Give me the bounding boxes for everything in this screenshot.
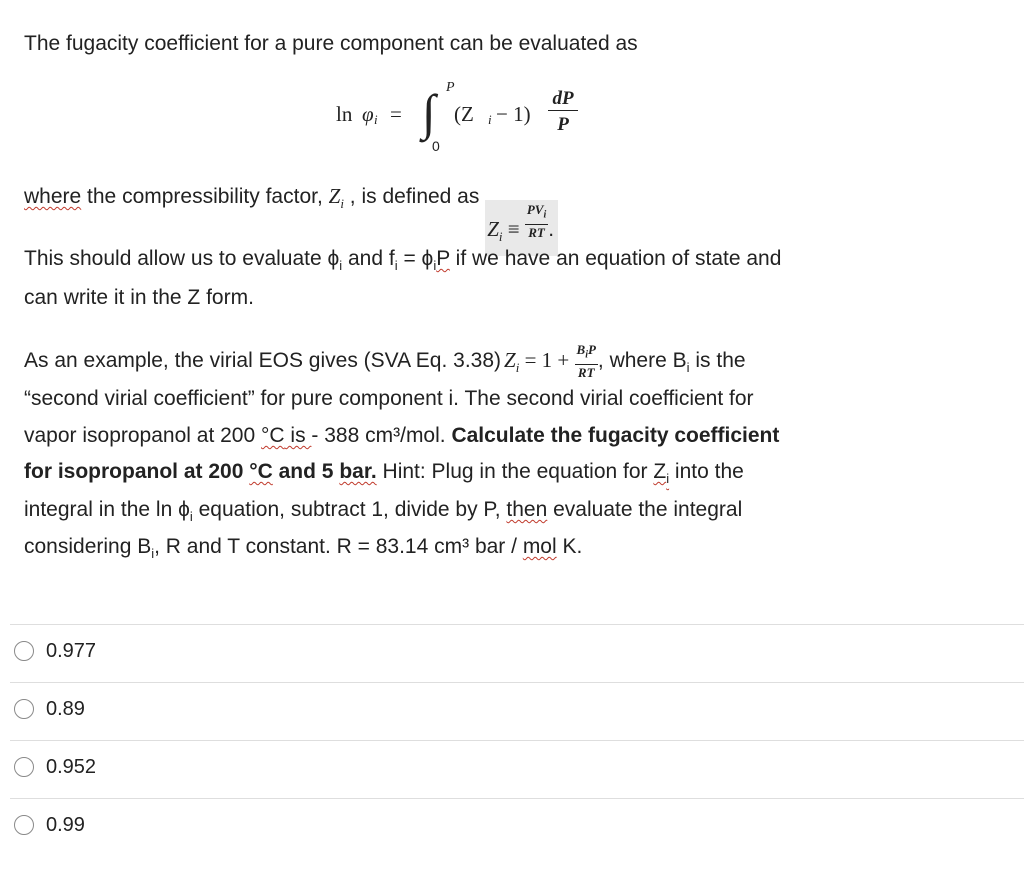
eq-equals: = bbox=[390, 102, 402, 126]
para3-eq-rhs: = 1 + bbox=[519, 347, 575, 372]
para3-line5 bbox=[24, 497, 742, 530]
radio-button[interactable] bbox=[14, 815, 34, 835]
para3-line3-deg: °C bbox=[261, 424, 285, 447]
para3-eq-z: Z bbox=[504, 347, 516, 372]
where-z: Z bbox=[328, 184, 341, 208]
para3-line5-a: integral in the ln ϕ bbox=[24, 498, 190, 521]
para3-line6-sub: i bbox=[151, 546, 155, 562]
para3-frac-den: RT bbox=[577, 364, 595, 380]
para3-line5-c: evaluate the integral bbox=[547, 498, 743, 521]
para2-f-sub: i bbox=[394, 258, 398, 274]
para3-text-a: As an example, the virial EOS gives (SVA Eq. 3.38) bbox=[24, 348, 502, 372]
where-equiv: ≡ bbox=[502, 217, 525, 241]
para3-line4 bbox=[24, 459, 744, 492]
where-end: . bbox=[548, 218, 555, 241]
where-word: where bbox=[24, 185, 82, 208]
answer-option-label: 0.977 bbox=[46, 640, 97, 662]
para3-line2: “second virial coefficient” for pure component i. The second virial coefficient for bbox=[24, 387, 754, 410]
where-def-z: Z bbox=[487, 217, 499, 241]
para2-text-a: This should allow us to evaluate bbox=[24, 247, 328, 270]
where-frac-den: RT bbox=[528, 224, 545, 240]
answer-option-label: 0.89 bbox=[46, 698, 85, 720]
eq-integrand-sub: i bbox=[488, 112, 492, 127]
para3-line1 bbox=[24, 342, 746, 381]
answer-option[interactable] bbox=[14, 753, 414, 783]
para3-line6-a: considering B bbox=[24, 535, 152, 558]
para3-line4-c: into the bbox=[669, 460, 744, 483]
para2-phi-sub: i bbox=[339, 258, 343, 274]
para3-line3 bbox=[24, 423, 779, 449]
radio-button[interactable] bbox=[14, 699, 34, 719]
where-def-sub: i bbox=[498, 229, 503, 245]
para3-line4-bold-bar: bar. bbox=[339, 460, 377, 483]
para3-line4-z-sub: i bbox=[666, 471, 670, 487]
para3-text-c: is the bbox=[689, 348, 746, 372]
para3-line3-a: vapor isopropanol at 200 bbox=[24, 424, 261, 447]
answer-option-label: 0.99 bbox=[46, 814, 85, 836]
para3-line3-bold: Calculate the fugacity coefficient bbox=[451, 424, 780, 447]
para3-line4-b: Hint: Plug in the equation for bbox=[376, 460, 654, 483]
fugacity-equation bbox=[336, 82, 596, 152]
eq-ln: ln bbox=[336, 102, 353, 126]
eq-frac-num: dP bbox=[548, 88, 578, 111]
answer-option[interactable] bbox=[14, 695, 414, 725]
para3-line4-bold-b: and 5 bbox=[272, 460, 340, 483]
para2-text-c: = ϕ bbox=[397, 247, 434, 270]
eq-integral: ∫ bbox=[422, 84, 436, 140]
para2-phi2-sub: i bbox=[433, 258, 437, 274]
option-divider bbox=[10, 624, 1024, 625]
para3-line6-b: , R and T constant. R = 83.14 cm³ bar / bbox=[154, 535, 523, 558]
where-frac-num: PV bbox=[526, 202, 544, 218]
para3-text-b: , where B bbox=[597, 348, 687, 372]
para2-line1 bbox=[24, 246, 781, 279]
para3-fraction bbox=[575, 342, 598, 381]
eq-lower-limit: 0 bbox=[432, 138, 440, 154]
para2-p: P bbox=[436, 247, 450, 270]
para2-phi: ϕ bbox=[327, 247, 340, 270]
para2-text-d: if we have an equation of state and bbox=[449, 247, 782, 270]
where-text: the compressibility factor, bbox=[81, 185, 329, 208]
para3-line3-is: is bbox=[284, 424, 312, 447]
eq-frac-den: P bbox=[557, 114, 569, 135]
where-text2: , is defined as bbox=[343, 185, 486, 208]
para3-line6 bbox=[24, 534, 582, 567]
where-frac-num-sub: i bbox=[543, 209, 547, 221]
para3-line6-c: K. bbox=[556, 535, 583, 558]
para3-frac-num-sub: i bbox=[585, 349, 588, 361]
para2-text-b: and f bbox=[342, 247, 395, 270]
para3-b-sub: i bbox=[686, 360, 690, 376]
para3-line3-b: - 388 cm³/mol. bbox=[311, 424, 452, 447]
answer-option[interactable] bbox=[14, 811, 414, 841]
eq-upper-limit: P bbox=[446, 80, 455, 95]
eq-phi-sub: i bbox=[374, 112, 378, 127]
para3-eq-z-sub: i bbox=[515, 360, 520, 376]
para3-line4-z: Z bbox=[653, 460, 667, 483]
where-fraction bbox=[525, 202, 548, 241]
question-intro: The fugacity coefficient for a pure component can be evaluated as bbox=[24, 32, 638, 55]
eq-phi: φ bbox=[362, 102, 374, 126]
answer-option-label: 0.952 bbox=[46, 756, 97, 778]
para3-line5-b: equation, subtract 1, divide by P, bbox=[192, 498, 507, 521]
para3-line4-bold-a: for isopropanol at 200 bbox=[24, 460, 250, 483]
para3-frac-num-tail: P bbox=[587, 342, 596, 357]
eq-integrand-tail: − 1) bbox=[496, 102, 531, 126]
para3-line5-then: then bbox=[506, 498, 548, 521]
para2-line2: can write it in the Z form. bbox=[24, 286, 254, 309]
where-z-sub: i bbox=[340, 196, 344, 212]
radio-button[interactable] bbox=[14, 641, 34, 661]
option-divider bbox=[10, 740, 1024, 741]
eq-integrand: (Z bbox=[454, 102, 474, 126]
option-divider bbox=[10, 682, 1024, 683]
para3-line5-sub: i bbox=[189, 509, 193, 525]
para3-line6-mol: mol bbox=[522, 535, 557, 558]
para3-line4-bold-deg: °C bbox=[249, 460, 273, 483]
para3-frac-num: B bbox=[576, 342, 586, 357]
answer-option[interactable] bbox=[14, 637, 414, 667]
radio-button[interactable] bbox=[14, 757, 34, 777]
option-divider bbox=[10, 798, 1024, 799]
